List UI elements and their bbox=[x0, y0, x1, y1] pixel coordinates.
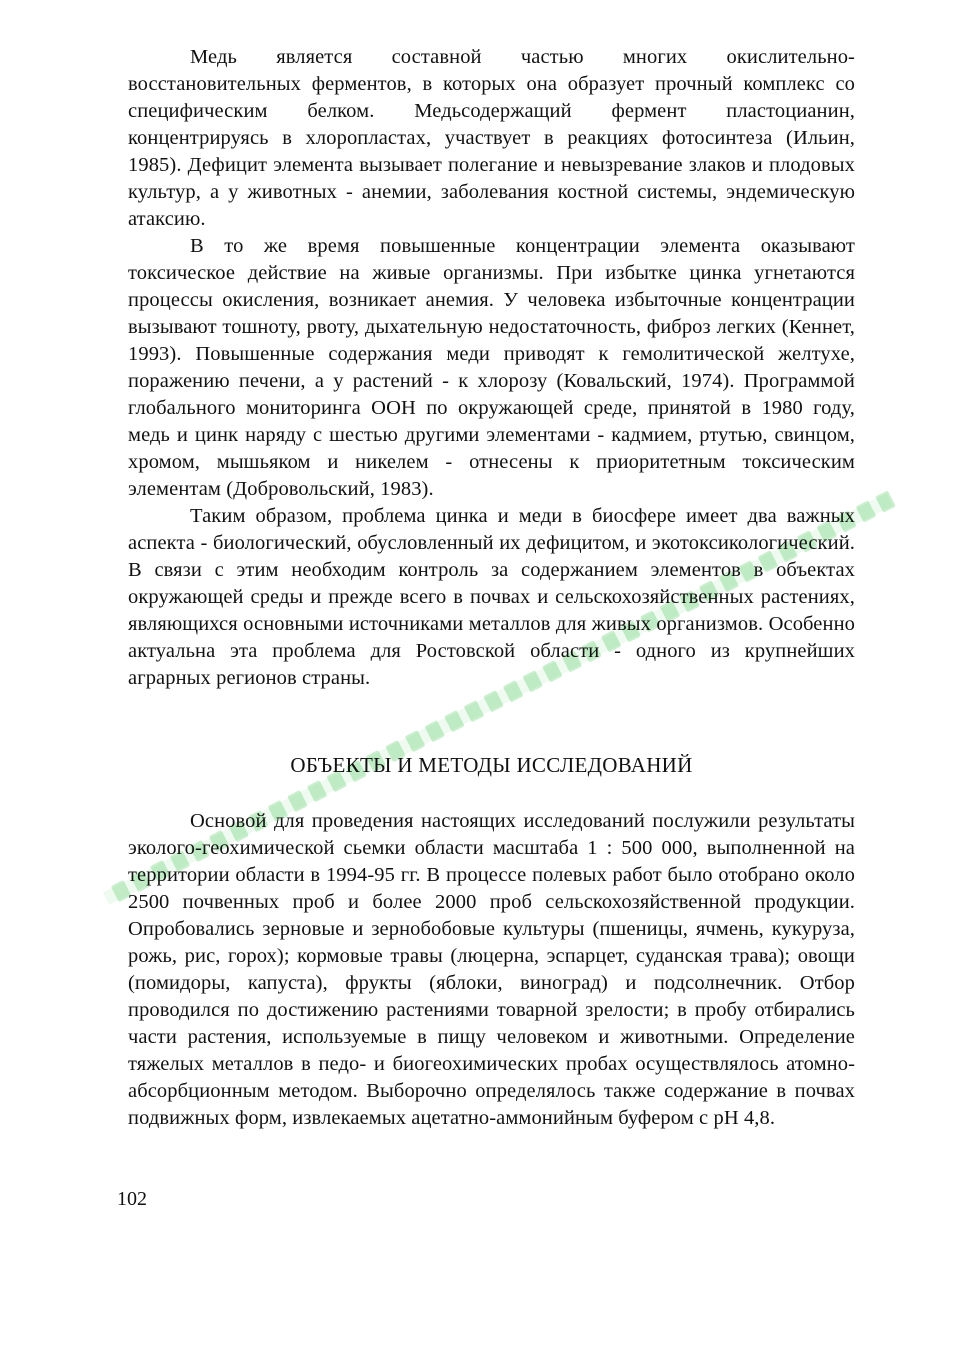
watermark-block bbox=[405, 730, 426, 752]
watermark-block bbox=[424, 720, 445, 742]
watermark-block bbox=[307, 780, 328, 802]
paragraph-problem-aspects: Таким образом, проблема цинка и меди в биосфере имеет два важных аспекта - биологический, обусловленный их дефицитом, и экотоксикологический. В связи с этим необходим контроль за содержанием элементов в объектах окружающей среды и прежде всего в почвах и сельскохозяйственных растениях, являющихся основными источниками металлов для живых организмов. Особенно актуальна эта проблема для Ростовской области - одного из крупнейших аграрных регионов страны. bbox=[128, 505, 855, 689]
section-heading: ОБЪЕКТЫ И МЕТОДЫ ИССЛЕДОВАНИЙ bbox=[290, 753, 693, 777]
watermark-block bbox=[856, 500, 877, 522]
watermark-block bbox=[444, 710, 465, 732]
paragraph-methods: Основой для проведения настоящих исследований послужили результаты эколого-геохимической сьемки области масштаба 1 : 500 000, выполненной на территории области в 1994-95 гг. В процессе полевых работ было отобрано около 2500 почвенных проб и более 2000 проб сельскохозяйственной продукции. Опробовались зерновые и зернобобовые культуры (пшеницы, ячмень, кукуруза, рожь, рис, горох); кормовые травы (люцерна, эспарцет, суданская трава); овощи (помидоры, капуста), фрукты (яблоки, виноград) и подсолнечник. Отбор проводился по достижению растениями товарной зрелости; в пробу отбирались части растения, используемые в пищу человеком и животными. Определение тяжелых металлов в педо- и биогеохимических пробах осуществлялось атомно-абсорбционным методом. Выборочно определялось также содержание в почвах подвижных форм, извлекаемых ацетатно-аммонийным буфером с рН 4,8. bbox=[128, 810, 855, 1129]
body-text-bottom bbox=[128, 808, 855, 1132]
watermark-block bbox=[464, 700, 485, 722]
paragraph-toxic-effects: В то же время повышенные концентрации элемента оказывают токсическое действие на живые организмы. При избытке цинка угнетаются процессы окисления, возникает анемия. У человека избыточные концентрации вызывают тошноту, рвоту, дыхательную недостаточность, фиброз легких (Кеннет, 1993). Повышенные содержания меди приводят к гемолитической желтухе, поражению печени, а у растений - к хлорозу (Ковальский, 1974). Программой глобального мониторинга ООН по окружающей среде, принятой в 1980 году, медь и цинк наряду с шестью другими элементами - кадмием, ртутью, свинцом, хромом, мышьяком и никелем - отнесены к приоритетным токсическим элементам (Добровольский, 1983). bbox=[128, 235, 855, 500]
paragraph-copper-enzymes: Медь является составной частью многих окислительно-восстановительных ферментов, в которых она образует прочный комплекс со специфическим белком. Медьсодержащий фермент пластоцианин, концентрируясь в хлоропластах, участвует в реакциях фотосинтеза (Ильин, 1985). Дефицит элемента вызывает полегание и невызревание злаков и плодовых культур, а у животных - анемии, заболевания костной системы, эндемическую атаксию. bbox=[128, 46, 855, 230]
page-number: 102 bbox=[117, 1188, 147, 1210]
body-text-top bbox=[128, 44, 855, 692]
watermark-block bbox=[875, 490, 896, 512]
watermark-block bbox=[483, 690, 504, 712]
